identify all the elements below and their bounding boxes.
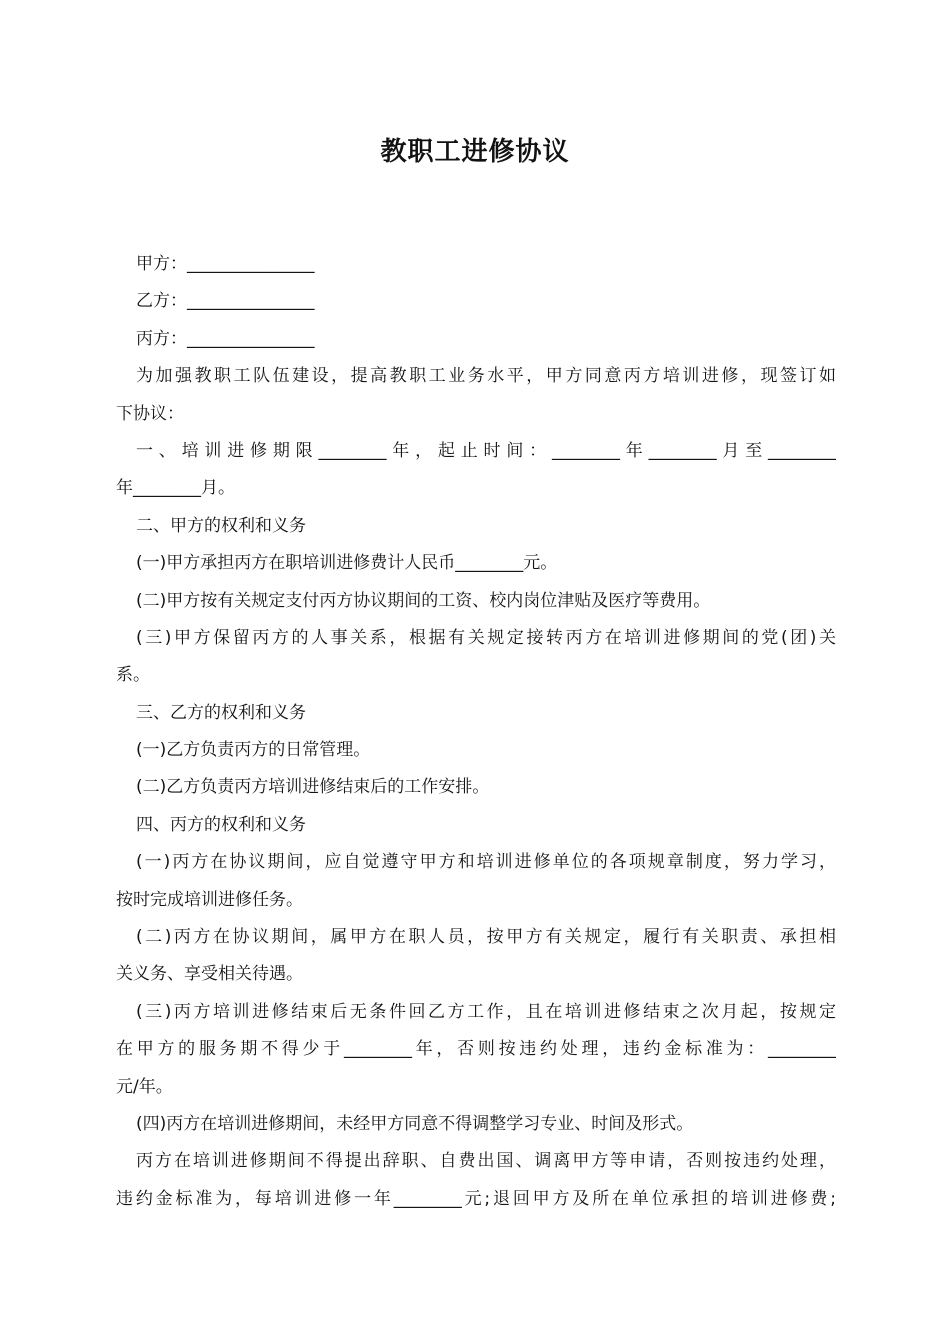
clause-2-3-line-1: (三)甲方保留丙方的人事关系，根据有关规定接转丙方在培训进修期间的党(团)关 xyxy=(136,627,836,648)
party-a-line: 甲方：_______________ xyxy=(136,254,315,274)
clause-4-3-line-1: (三)丙方培训进修结束后无条件回乙方工作，且在培训进修结束之次月起，按规定 xyxy=(136,1001,836,1022)
clause-2-2: (二)甲方按有关规定支付丙方协议期间的工资、校内岗位津贴及医疗等费用。 xyxy=(136,590,711,611)
clause-4-3-line-2: 在甲方的服务期不得少于________年，否则按违约处理，违约金标准为：________ xyxy=(116,1039,836,1060)
clause-3-1: (一)乙方负责丙方的日常管理。 xyxy=(136,740,371,761)
clause-1-line-2: 年________月。 xyxy=(116,478,235,499)
party-c-line: 丙方：_______________ xyxy=(136,328,315,349)
section-3-heading: 三、乙方的权利和义务 xyxy=(136,702,306,723)
document-body xyxy=(116,246,836,1218)
preamble-line-2: 下协议： xyxy=(116,403,184,424)
clause-4-2-line-2: 关义务、享受相关待遇。 xyxy=(116,964,303,985)
clause-4-1-line-1: (一)丙方在协议期间，应自觉遵守甲方和培训进修单位的各项规章制度，努力学习， xyxy=(136,852,836,873)
clause-4-4: (四)丙方在培训进修期间，未经甲方同意不得调整学习专业、时间及形式。 xyxy=(136,1113,694,1134)
clause-2-3-line-2: 系。 xyxy=(116,665,150,686)
clause-2-1: (一)甲方承担丙方在职培训进修费计人民币________元。 xyxy=(136,553,558,574)
clause-4-2-line-1: (二)丙方在协议期间，属甲方在职人员，按甲方有关规定，履行有关职责、承担相 xyxy=(136,927,836,948)
preamble-line-1: 为加强教职工队伍建设，提高教职工业务水平，甲方同意丙方培训进修，现签订如 xyxy=(136,366,836,387)
clause-1-line-1: 一、培训进修期限________年，起止时间：________年________月至________ xyxy=(136,440,836,461)
section-2-heading: 二、甲方的权利和义务 xyxy=(136,515,306,536)
document-title: 教职工进修协议 xyxy=(380,137,570,167)
clause-4-3-line-3: 元/年。 xyxy=(116,1076,173,1097)
section-4-heading: 四、丙方的权利和义务 xyxy=(136,814,306,835)
clause-4-5-line-1: 丙方在培训进修期间不得提出辞职、自费出国、调离甲方等申请，否则按违约处理， xyxy=(136,1151,836,1172)
clause-4-1-line-2: 按时完成培训进修任务。 xyxy=(116,889,303,910)
clause-3-2: (二)乙方负责丙方培训进修结束后的工作安排。 xyxy=(136,777,490,798)
clause-4-5-line-2: 违约金标准为，每培训进修一年________元;退回甲方及所在单位承担的培训进修费; xyxy=(116,1188,836,1209)
party-b-line: 乙方：_______________ xyxy=(136,291,315,312)
